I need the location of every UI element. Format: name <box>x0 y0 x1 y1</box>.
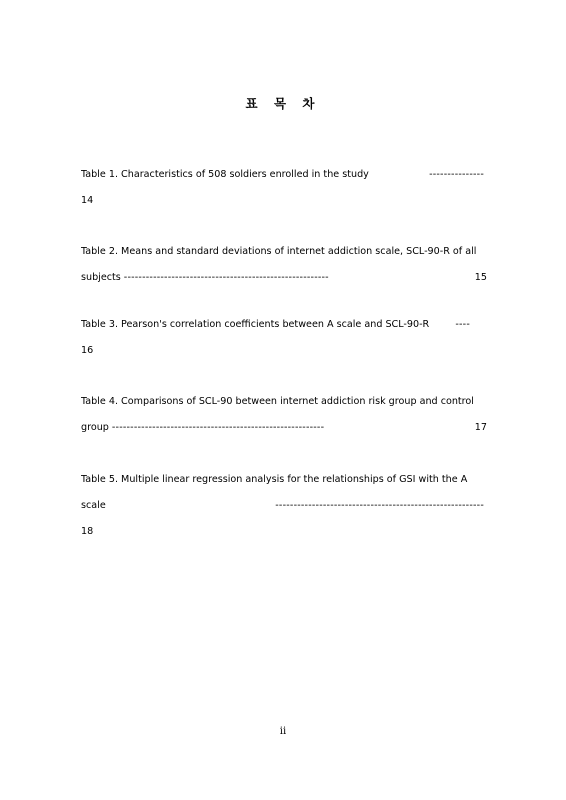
entry-page-number: 17 <box>474 422 487 433</box>
entry-caption: Table 5. Multiple linear regression analysis for the relationships of GSI with the A <box>81 474 468 485</box>
toc-entry-table-1[interactable] <box>81 168 487 208</box>
entry-caption: Table 3. Pearson's correlation coefficients between A scale and SCL-90-R <box>81 319 430 330</box>
entry-page-number: 16 <box>81 345 94 356</box>
entry-page-number: 18 <box>81 526 94 537</box>
dot-leader: -------------------------------------------------------- <box>123 272 329 283</box>
entry-page-number: 15 <box>474 272 487 283</box>
dot-leader: --------------- <box>429 169 484 180</box>
page-footer-number: ii <box>279 726 287 737</box>
dot-leader: --------------------------------------------------------- <box>275 500 484 511</box>
entry-caption-continued: scale <box>81 500 106 511</box>
dot-leader: ---- <box>455 319 470 330</box>
page-title: 표 목 차 <box>245 96 321 111</box>
entry-page-number: 14 <box>81 195 94 206</box>
entry-caption: Table 2. Means and standard deviations of internet addiction scale, SCL-90-R of all <box>81 246 477 257</box>
toc-entry-table-3[interactable] <box>81 318 487 358</box>
entry-caption-continued: subjects <box>81 272 121 283</box>
toc-entry-table-2[interactable] <box>81 245 487 285</box>
toc-entry-table-4[interactable] <box>81 395 487 435</box>
entry-caption: Table 4. Comparisons of SCL-90 between internet addiction risk group and control <box>81 396 474 407</box>
entry-caption-continued: group <box>81 422 109 433</box>
entry-caption: Table 1. Characteristics of 508 soldiers enrolled in the study <box>81 169 369 180</box>
toc-entry-table-5[interactable] <box>81 473 487 539</box>
dot-leader: ---------------------------------------------------------- <box>111 422 325 433</box>
